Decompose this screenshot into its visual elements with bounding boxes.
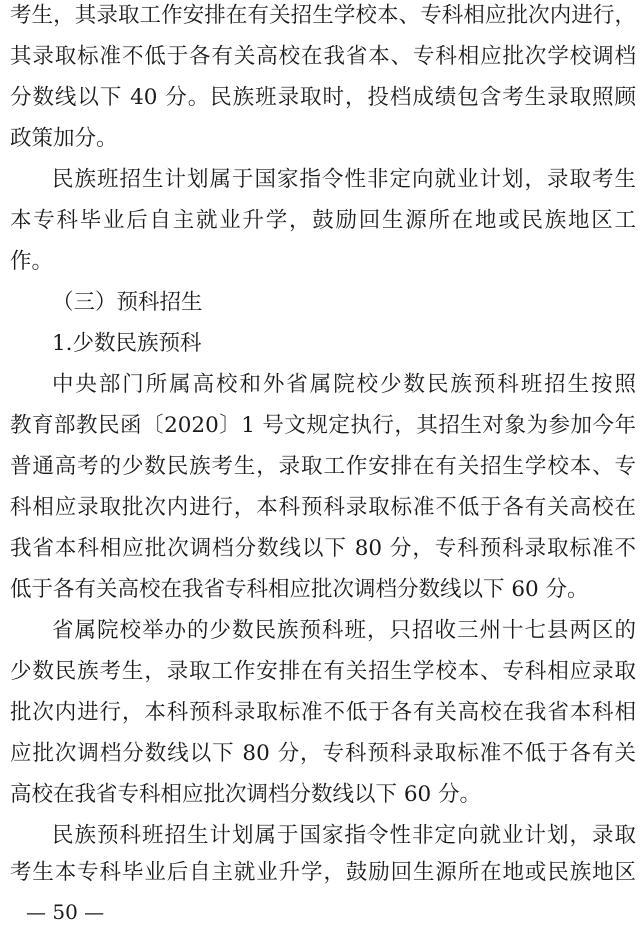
paragraph-4-line-3: 批次内进行，本科预科录取标准不低于各有关高校在我省本科相 <box>10 700 636 725</box>
paragraph-4-line-5: 高校在我省专科相应批次调档分数线以下 60 分。 <box>10 782 482 807</box>
paragraph-1-line-1: 考生，其录取工作安排在有关招生学校本、专科相应批次内进行， <box>10 3 636 28</box>
paragraph-4-line-2: 少数民族考生，录取工作安排在有关招生学校本、专科相应录取 <box>10 659 636 684</box>
section-heading: （三）预科招生 <box>52 290 203 315</box>
page-number: — 50 — <box>26 900 105 924</box>
paragraph-5-line-1: 民族预科班招生计划属于国家指令性非定向就业计划，录取 <box>52 823 636 848</box>
paragraph-3-line-6: 低于各有关高校在我省专科相应批次调档分数线以下 60 分。 <box>10 577 589 602</box>
paragraph-4-line-1: 省属院校举办的少数民族预科班，只招收三州十七县两区的 <box>52 618 636 643</box>
paragraph-3-line-5: 我省本科相应批次调档分数线以下 80 分，专科预科录取标准不 <box>10 536 636 561</box>
paragraph-1-line-4: 政策加分。 <box>10 126 118 151</box>
sub-heading: 1.少数民族预科 <box>52 331 202 356</box>
paragraph-3-line-2: 教育部教民函〔2020〕1 号文规定执行，其招生对象为参加今年 <box>10 413 636 438</box>
paragraph-3-line-4: 科相应录取批次内进行，本科预科录取标准不低于各有关高校在 <box>10 495 636 520</box>
paragraph-3-line-1: 中央部门所属高校和外省属院校少数民族预科班招生按照 <box>52 372 636 397</box>
paragraph-2-line-3: 作。 <box>10 249 54 274</box>
paragraph-3-line-3: 普通高考的少数民族考生，录取工作安排在有关招生学校本、专 <box>10 454 636 479</box>
paragraph-1-line-3: 分数线以下 40 分。民族班录取时，投档成绩包含考生录取照顾 <box>10 85 636 110</box>
paragraph-2-line-2: 本专科毕业后自主就业升学，鼓励回生源所在地或民族地区工 <box>10 208 636 233</box>
paragraph-2-line-1: 民族班招生计划属于国家指令性非定向就业计划，录取考生 <box>52 167 636 192</box>
paragraph-5-line-2: 考生本专科毕业后自主就业升学，鼓励回生源所在地或民族地区 <box>10 860 636 885</box>
paragraph-1-line-2: 其录取标准不低于各有关高校在我省本、专科相应批次学校调档 <box>10 44 636 69</box>
paragraph-4-line-4: 应批次调档分数线以下 80 分，专科预科录取标准不低于各有关 <box>10 741 636 766</box>
